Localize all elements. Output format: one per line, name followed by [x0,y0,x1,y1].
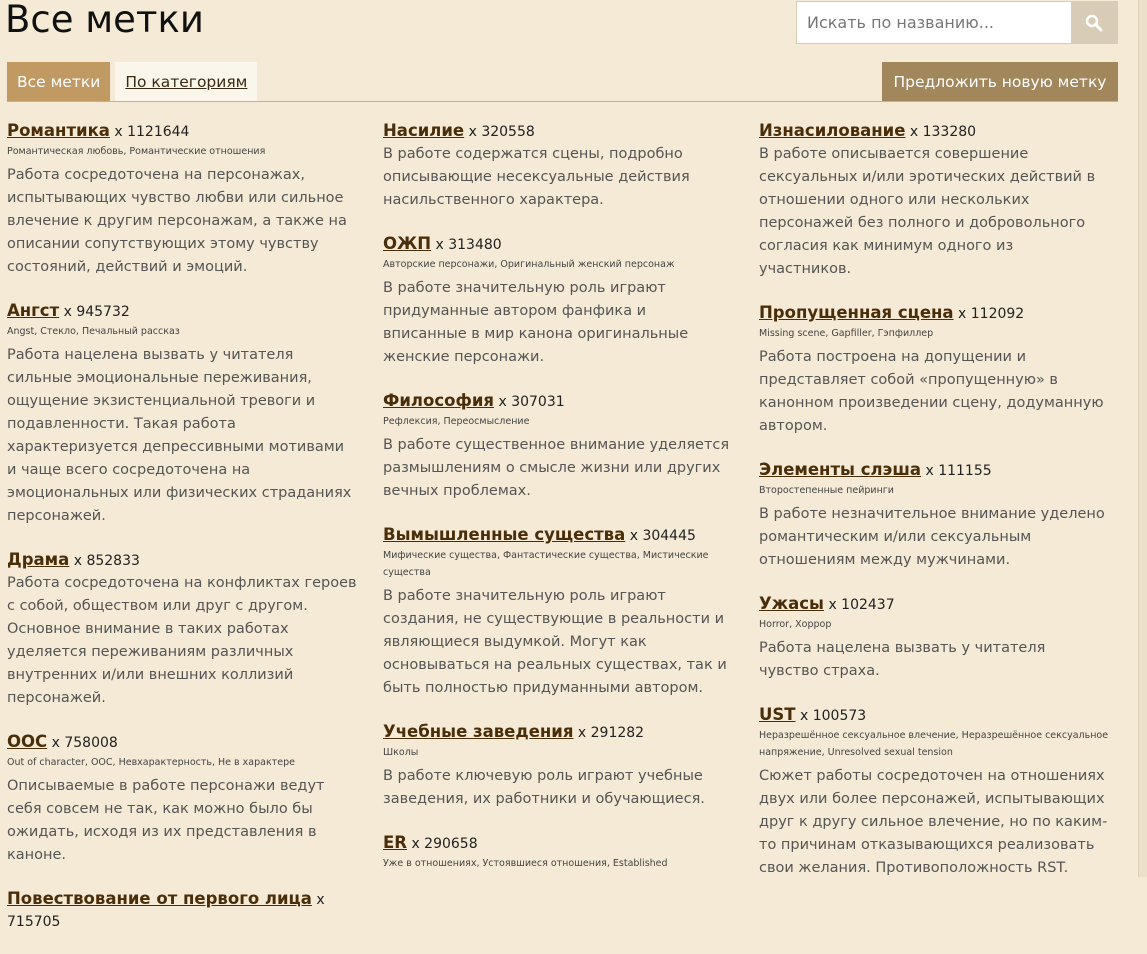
tag-header [383,120,733,143]
suggest-tag-button[interactable]: Предложить новую метку [882,62,1118,101]
tag-header [7,888,357,933]
tag-header [759,302,1109,325]
tag-count: x 111155 [925,463,992,479]
tab-by-category[interactable]: По категориям [115,62,257,101]
tag-header [383,721,733,744]
tag-synonyms: Horror, Хоррор [759,619,832,630]
tag-count: x 945732 [63,304,130,320]
tag-item [759,302,1109,438]
tag-description: Описываемые в работе персонажи ведут себя совсем не так, как можно было бы ожидать, исходя из их представления в каноне. [7,778,325,863]
tag-description: Работа нацелена вызвать у читателя сильные эмоциональные переживания, ощущение экзистенциальной тревоги и подавленности. Такая работа характеризуется депрессивными мотивами и чаще всего сосредоточена на эмоциональных или физических страданиях персонажей. [7,347,352,524]
tag-count: x 1121644 [114,124,190,140]
tag-item [7,120,357,279]
tag-header [383,390,733,413]
tag-count: x 100573 [800,708,867,724]
tag-description: В работе содержатся сцены, подробно описывающие несексуальные действия насильственного характера. [383,146,690,208]
search-button[interactable] [1071,2,1117,43]
tag-item [759,593,1109,683]
tag-link[interactable]: Пропущенная сцена [759,303,954,322]
tag-description: В работе ключевую роль играют учебные заведения, их работники и обучающиеся. [383,768,705,807]
tag-header [7,731,357,754]
tag-link[interactable]: Ужасы [759,594,824,613]
tag-link[interactable]: Учебные заведения [383,722,574,741]
tag-item [383,524,733,700]
tag-header [7,300,357,323]
tag-column-3 [759,120,1109,901]
tag-link[interactable]: Изнасилование [759,121,906,140]
tag-header [383,233,733,256]
tag-header [759,704,1109,727]
scrollbar[interactable] [1138,0,1147,877]
tag-item [759,120,1109,281]
tag-item [383,721,733,811]
tag-link[interactable]: UST [759,705,796,724]
tag-link[interactable]: Философия [383,391,494,410]
tag-synonyms: Романтическая любовь, Романтические отношения [7,146,266,157]
tag-item [7,731,357,867]
tag-synonyms: Missing scene, Gapfiller, Гэпфиллер [759,328,934,339]
tag-count: x 133280 [909,124,977,140]
tag-synonyms: Out of character, OOC, Невхарактерность, Не в характере [7,757,295,768]
tag-count: x 304445 [629,528,696,544]
tag-synonyms: Мифические существа, Фантастические существа, Мистические существа [383,550,709,578]
tag-count: x 291282 [577,725,645,741]
tag-link[interactable]: Ангст [7,301,60,320]
tag-description: Работа сосредоточена на конфликтах героев с собой, обществом или друг с другом. Основное внимание в таких работах уделяется переживаниям различных внутренних и/или внешних коллизий персонажей. [7,575,357,706]
tag-description: В работе значительную роль играют создания, не существующие в реальности и являющиеся выдумкой. Могут как основываться на реальных существах, так и быть полностью придуманными автором. [383,588,727,696]
tag-header [759,120,1109,143]
tag-item [383,832,733,872]
tag-item [383,390,733,503]
tag-count: x 307031 [498,394,565,410]
search-icon [1085,14,1103,32]
search-box [796,1,1118,44]
tag-header [383,832,733,855]
page-title: Все метки [5,0,204,41]
tag-item [7,549,357,710]
tag-link[interactable]: Элементы слэша [759,460,921,479]
tag-synonyms: Angst, Стекло, Печальный рассказ [7,326,180,337]
tag-link[interactable]: Насилие [383,121,465,140]
tag-synonyms: Уже в отношениях, Устоявшиеся отношения, Established [383,858,668,869]
tag-description: Работа сосредоточена на персонажах, испытывающих чувство любви или сильное влечение к другим персонажам, а также на описании сопутствующих этому чувству состояний, действий и эмоций. [7,167,347,275]
tag-description: Работа построена на допущении и представляет собой «пропущенную» в канонном произведении сцену, додуманную автором. [759,349,1104,434]
tag-item [383,120,733,212]
tag-description: Сюжет работы сосредоточен на отношениях двух или более персонажей, испытывающих друг к другу сильное влечение, но по каким-то причинам отказывающихся реализовать свои желания. Противоположность RST. [759,768,1108,876]
tab-all-tags[interactable]: Все метки [7,62,110,101]
tag-count: x 715705 [7,892,325,930]
tag-count: x 290658 [411,836,478,852]
divider [7,101,1118,102]
tag-count: x 102437 [828,597,895,613]
tag-synonyms: Рефлексия, Переосмысление [383,416,530,427]
tag-count: x 758008 [51,735,118,751]
tag-synonyms: Школы [383,747,419,758]
tag-count: x 320558 [468,124,535,140]
tag-link[interactable]: Повествование от первого лица [7,889,312,908]
tag-item [759,459,1109,572]
tag-header [7,549,357,572]
tag-item [383,233,733,369]
tabs [7,62,257,101]
search-input[interactable] [797,2,1071,43]
tag-description: Работа нацелена вызвать у читателя чувство страха. [759,640,1046,679]
tag-header [383,524,733,547]
tag-header [759,459,1109,482]
tag-synonyms: Второстепенные пейринги [759,485,894,496]
tag-description: В работе незначительное внимание уделено романтическим и/или сексуальным отношениям между мужчинами. [759,506,1105,568]
tag-description: В работе описывается совершение сексуальных и/или эротических действий в отношении одного или нескольких персонажей без полного и добровольного согласия как минимум одного из участников. [759,146,1096,277]
tag-link[interactable]: Романтика [7,121,110,140]
tag-column-2 [383,120,733,893]
tag-synonyms: Неразрешённое сексуальное влечение, Неразрешённое сексуальное напряжение, Unresolved sexual tension [759,730,1109,758]
tag-link[interactable]: ER [383,833,407,852]
tag-count: x 313480 [435,237,502,253]
tag-link[interactable]: ОЖП [383,234,432,253]
tag-count: x 852833 [73,553,140,569]
tag-header [759,593,1109,616]
tag-column-1 [7,120,357,954]
tag-synonyms: Авторские персонажи, Оригинальный женский персонаж [383,259,675,270]
tag-description: В работе значительную роль играют придуманные автором фанфика и вписанные в мир канона оригинальные женские персонажи. [383,280,689,365]
tag-link[interactable]: Вымышленные существа [383,525,626,544]
tag-link[interactable]: ООС [7,732,48,751]
tag-link[interactable]: Драма [7,550,70,569]
tag-item [759,704,1109,880]
tag-description: В работе существенное внимание уделяется размышлениям о смысле жизни или других вечных проблемах. [383,437,730,499]
tag-header [7,120,357,143]
tag-item [7,888,357,933]
tag-count: x 112092 [958,306,1025,322]
tag-item [7,300,357,528]
